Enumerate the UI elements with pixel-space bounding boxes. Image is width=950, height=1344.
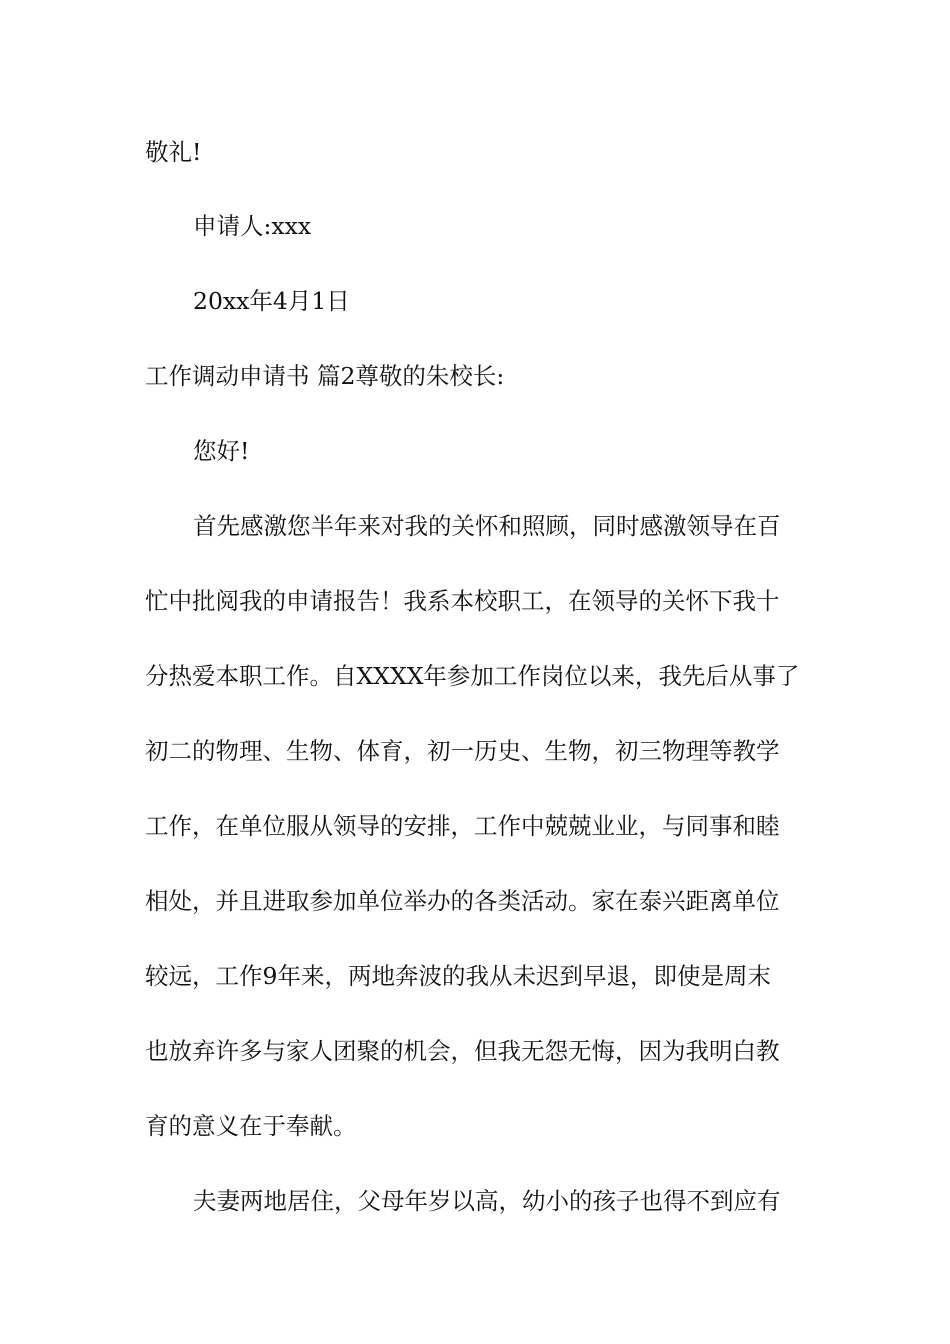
paragraph-line: 育的意义在于奉献。 (145, 1112, 357, 1140)
paragraph-line: 首先感激您半年来对我的关怀和照顾，同时感激领导在百 (193, 512, 781, 540)
paragraph-line: 较远，工作9年来，两地奔波的我从未迟到早退，即使是周末 (145, 962, 771, 990)
application-date: 20xx年4月1日 (193, 287, 350, 315)
paragraph-line: 工作，在单位服从领导的安排，工作中兢兢业业，与同事和睦 (145, 812, 780, 840)
greeting: 您好! (193, 437, 250, 465)
paragraph-line: 忙中批阅我的申请报告！我系本校职工，在领导的关怀下我十 (145, 587, 780, 615)
paragraph-line: 分热爱本职工作。自XXXX年参加工作岗位以来，我先后从事了 (145, 662, 800, 690)
closing-salutation: 敬礼! (145, 138, 202, 166)
applicant-signature: 申请人:xxx (193, 212, 312, 240)
paragraph-line: 也放弃许多与家人团聚的机会，但我无怨无悔，因为我明白教 (145, 1037, 780, 1065)
paragraph-line: 夫妻两地居住，父母年岁以高，幼小的孩子也得不到应有 (193, 1187, 781, 1215)
paragraph-line: 相处，并且进取参加单位举办的各类活动。家在泰兴距离单位 (145, 887, 780, 915)
section-heading: 工作调动申请书 篇2尊敬的朱校长: (145, 362, 505, 390)
paragraph-line: 初二的物理、生物、体育，初一历史、生物，初三物理等教学 (145, 737, 780, 765)
